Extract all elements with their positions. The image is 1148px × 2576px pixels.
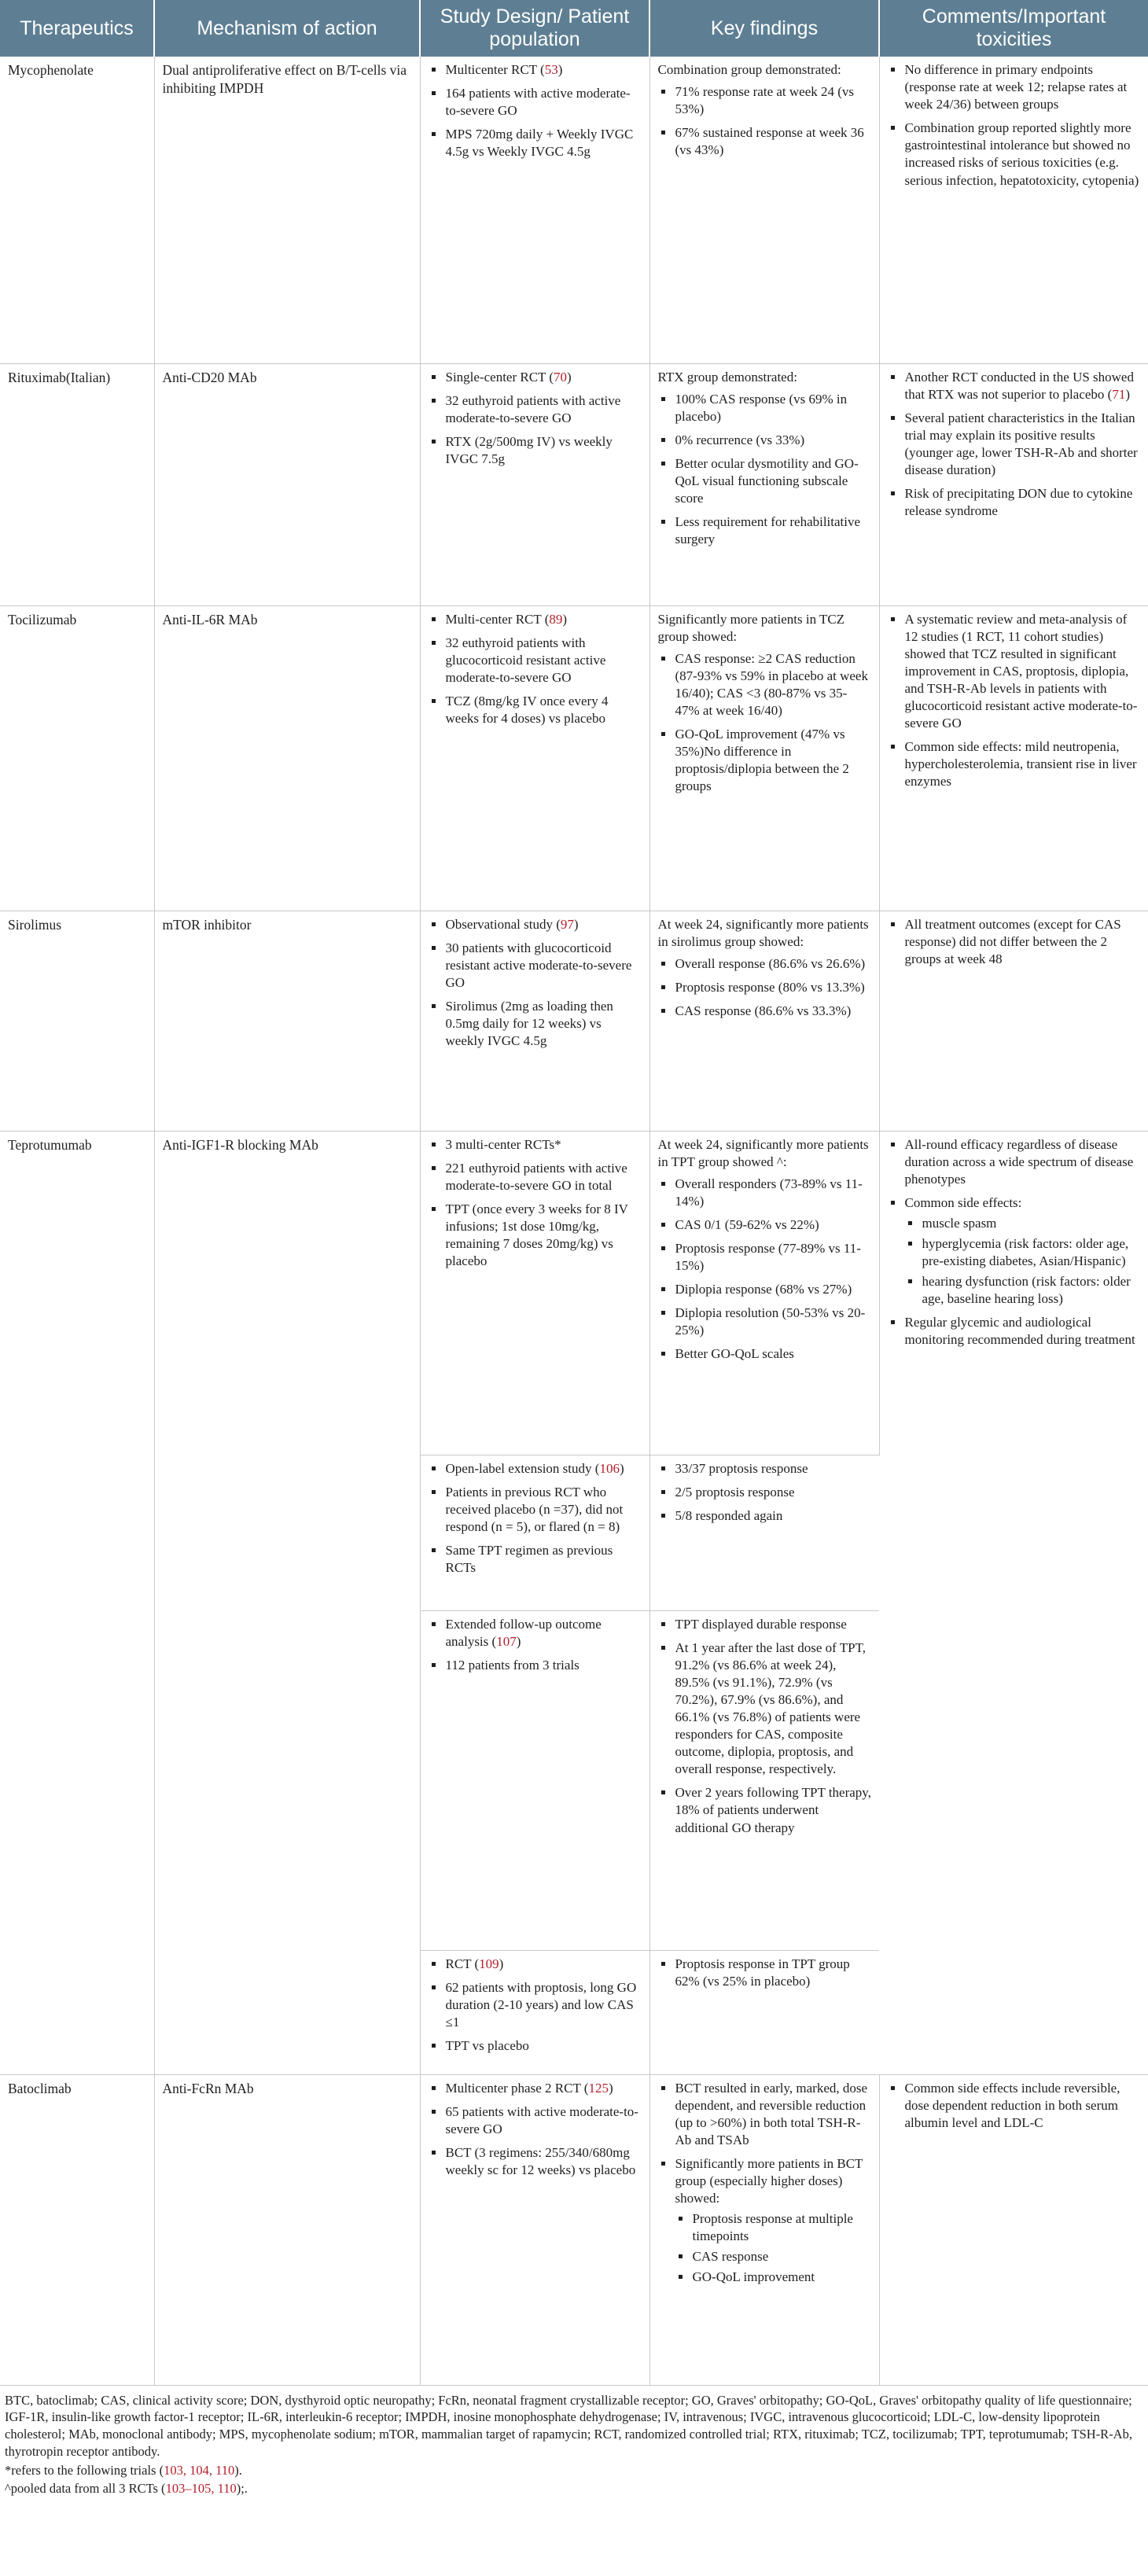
mechanism-text: Anti-IGF1-R blocking MAb [162,1136,318,1153]
comment-side-effects: Common side effects: [904,1194,1022,1210]
findings-intro: Combination group demonstrated: [657,62,841,77]
findings-list [658,83,871,159]
design-list [429,916,642,1051]
design-cell [420,1610,649,1950]
list-item: Better GO-QoL scales [675,1345,871,1363]
list-item: Multicenter RCT (53) [446,61,642,79]
design-cell [420,57,649,363]
mechanism-cell [154,2074,420,2385]
design-list [429,369,642,468]
header-comments: Comments/Important toxicities [879,0,1148,57]
list-item: 65 patients with active moderate-to-severe GO [446,2103,642,2138]
list-item: 0% recurrence (vs 33%) [675,432,871,449]
list-item: Another RCT conducted in the US showed that RTX was not superior to placebo (71) [905,369,1141,403]
design-list [429,1956,642,2055]
list-item: Overall response (86.6% vs 26.6%) [675,955,871,973]
findings-list [658,650,871,796]
list-item: Risk of precipitating DON due to cytokine release syndrome [905,485,1141,520]
comments-list [888,611,1141,791]
list-item: 100% CAS response (vs 69% in placebo) [675,391,871,425]
header-mechanism: Mechanism of action [154,0,420,57]
list-item: TPT vs placebo [446,2037,642,2055]
list-item: GO-QoL improvement [693,2269,871,2286]
list-item: 32 euthyroid patients with glucocorticoid resistant active moderate-to-severe GO [446,635,642,686]
list-item: A systematic review and meta-analysis of 12 studies (1 RCT, 11 cohort studies) showed that TCZ resulted in significant improvement in CAS, proptosis, diplopia, and TSH-R-Ab levels in patients with glucocorticoid resistant active moderate-to-severe GO [905,611,1141,733]
design-cell [420,911,649,1131]
therapeutic-name: Tocilizumab [0,605,154,911]
findings-list [658,955,871,1020]
comments-list [888,1136,1141,1349]
mechanism-cell [154,363,420,605]
design-list [429,1616,642,1674]
comments-cell [879,2074,1148,2385]
list-item: Open-label extension study (106) [446,1460,642,1478]
findings-intro: RTX group demonstrated: [657,369,797,385]
list-item: Same TPT regimen as previous RCTs [446,1542,642,1577]
table-row [0,57,1148,363]
list-item: At 1 year after the last dose of TPT, 91.2% (vs 86.6% at week 24), 89.5% (vs 91.1%), 72.9% (vs 70.2%), 67.9% (vs 86.6%), and 66.1% (vs 76.8%) of patients were responders for CAS, composite outcome, diplopia, proptosis, and overall response, respectively. [675,1639,872,1779]
comments-list [888,916,1141,968]
list-item: TCZ (8mg/kg IV once every 4 weeks for 4 doses) vs placebo [446,693,642,727]
comments-cell [879,605,1148,911]
comments-cell [879,363,1148,605]
mechanism-cell [154,57,420,363]
list-item: muscle spasm [922,1215,1141,1232]
list-item: Overall responders (73-89% vs 11-14%) [675,1176,871,1210]
therapeutic-name: Batoclimab [0,2074,154,2385]
list-item: 62 patients with proptosis, long GO duration (2-10 years) and low CAS ≤1 [446,1979,642,2031]
design-list [429,2080,642,2179]
list-item: hyperglycemia (risk factors: older age, pre-existing diabetes, Asian/Hispanic) [922,1235,1141,1270]
findings-intro: Significantly more patients in TCZ group showed: [657,611,845,644]
design-list [429,1136,642,1271]
design-cell [420,2074,649,2385]
comments-cell [879,57,1148,363]
mechanism-text: Anti-CD20 MAb [162,369,257,385]
table-header [0,0,1148,57]
design-list [429,1460,642,1577]
table-row [0,363,1148,605]
table-row [0,605,1148,911]
findings-intro: At week 24, significantly more patients in sirolimus group showed: [657,916,869,949]
list-item: 33/37 proptosis response [675,1460,872,1478]
list-item: Diplopia response (68% vs 27%) [675,1281,871,1298]
list-item: MPS 720mg daily + Weekly IVGC 4.5g vs Weekly IVGC 4.5g [446,126,642,160]
mechanism-text: Anti-FcRn MAb [162,2080,254,2096]
list-item: Multi-center RCT (89) [446,611,642,628]
list-item: Better ocular dysmotility and GO-QoL visual functioning subscale score [675,455,871,507]
list-item: TPT (once every 3 weeks for 8 IV infusions; 1st dose 10mg/kg, remaining 7 doses 20mg/kg) vs placebo [446,1201,642,1270]
findings-list [658,1956,872,1990]
list-item: 71% response rate at week 24 (vs 53%) [675,83,871,118]
list-item: Common side effects include reversible, dose dependent reduction in both serum albumin level and LDL-C [905,2080,1141,2132]
design-cell [420,1131,649,1455]
list-item [905,1194,1141,1308]
list-item: 5/8 responded again [675,1507,872,1525]
list-item: Single-center RCT (70) [446,369,642,386]
list-item: 164 patients with active moderate-to-severe GO [446,85,642,120]
findings-list [658,391,871,549]
list-item: Combination group reported slightly more gastrointestinal intolerance but showed no increased risks of serious toxicities (e.g. serious infection, hepatotoxicity, cytopenia) [905,120,1141,189]
list-item: Common side effects: mild neutropenia, hypercholesterolemia, transient rise in liver enzymes [905,738,1141,790]
mechanism-cell [154,1131,420,2074]
findings-list [658,1176,871,1363]
side-effects-list [905,1215,1141,1308]
list-item: 67% sustained response at week 36 (vs 43%) [675,124,871,159]
findings-cell [649,363,879,605]
list-item: 30 patients with glucocorticoid resistant active moderate-to-severe GO [446,940,642,992]
header-study-design: Study Design/ Patient population [420,0,649,57]
list-item: All treatment outcomes (except for CAS response) did not differ between the 2 groups at week 48 [905,916,1141,968]
list-item [675,2155,871,2287]
findings-cell [649,1131,879,1455]
therapeutic-name: Sirolimus [0,911,154,1131]
list-item: Over 2 years following TPT therapy, 18% of patients underwent additional GO therapy [675,1784,872,1836]
table-footnotes [0,2386,1148,2498]
mechanism-cell [154,911,420,1131]
list-item: BCT (3 regimens: 255/340/680mg weekly sc for 12 weeks) vs placebo [446,2144,642,2179]
therapeutic-name: Mycophenolate [0,57,154,363]
footnote-caret: ^pooled data from all 3 RCTs (103–105, 110);. [5,2481,248,2497]
list-item: Proptosis response in TPT group 62% (vs 25% in placebo) [675,1956,872,1990]
list-item: Extended follow-up outcome analysis (107) [446,1616,642,1650]
findings-cell [649,1610,879,1950]
list-item: RCT (109) [446,1956,642,1973]
header-key-findings: Key findings [649,0,879,57]
list-item: hearing dysfunction (risk factors: older age, baseline hearing loss) [922,1273,1141,1308]
mechanism-text: mTOR inhibitor [162,916,252,933]
list-item: 2/5 proptosis response [675,1484,872,1501]
therapeutic-name: Teprotumumab [0,1131,154,2074]
list-item: CAS response (86.6% vs 33.3%) [675,1003,871,1020]
comments-cell [879,1131,1148,2074]
list-item: 112 patients from 3 trials [446,1657,642,1674]
findings-list [658,1460,872,1525]
table-row [0,911,1148,1131]
findings-cell [649,1455,879,1610]
list-item: Proptosis response at multiple timepoints [693,2210,871,2245]
findings-sublist [675,2210,871,2286]
findings-cell [649,2074,879,2385]
footnote-abbreviations: BTC, batoclimab; CAS, clinical activity score; DON, dysthyroid optic neuropathy; FcRn, neonatal fragment crystallizable receptor; GO, Graves' orbitopathy; GO-QoL, Graves' orbitopathy quality of life questionnaire; IGF-1R, insulin-like growth factor-1 receptor; IL-6R, interleukin-6 receptor; IMPDH, inosine monophosphate dehydrogenase; IV, intravenous; IVGC, intravenous glucocorticoid; LDL-C, low-density lipoprotein cholesterol; MAb, monoclonal antibody; MPS, mycophenolate sodium; mTOR, mammalian target of rapamycin; RCT, randomized controlled trial; RTX, rituximab; TCZ, tocilizumab; TPT, teprotumumab; TSH-R-Ab, thyrotropin receptor antibody. [5,2392,1132,2459]
mechanism-text: Dual antiproliferative effect on B/T-cells via inhibiting IMPDH [162,62,407,96]
list-item: CAS response: ≥2 CAS reduction (87-93% vs 59% in placebo at week 16/40); CAS <3 (80-87% vs 35-47% at week 16/40) [675,650,871,719]
list-item: CAS response [693,2248,871,2265]
findings-list [658,2080,871,2287]
footnote-star: *refers to the following trials (103, 104, 110). [5,2462,242,2478]
findings-cell [649,57,879,363]
comments-list [888,61,1141,190]
findings-list [658,1616,872,1837]
design-cell [420,1950,649,2074]
comments-list [888,369,1141,521]
findings-subheading: Significantly more patients in BCT group (especially higher doses) showed: [675,2155,863,2206]
design-cell [420,605,649,911]
comments-cell [879,911,1148,1131]
list-item: Less requirement for rehabilitative surgery [675,513,871,548]
table-row-teprotumumab [0,1131,1148,1455]
table-row-batoclimab [0,2074,1148,2385]
list-item: BCT resulted in early, marked, dose dependent, and reversible reduction (up to >60%) in both total TSH-R-Ab and TSAb [675,2080,871,2149]
list-item: Patients in previous RCT who received placebo (n =37), did not respond (n = 5), or flared (n = 8) [446,1484,642,1536]
therapeutic-name: Rituximab(Italian) [0,363,154,605]
list-item: Observational study (97) [446,916,642,933]
list-item: 221 euthyroid patients with active moderate-to-severe GO in total [446,1160,642,1194]
mechanism-text: Anti-IL-6R MAb [162,611,258,627]
header-therapeutics: Therapeutics [0,0,154,57]
design-cell [420,363,649,605]
list-item: Sirolimus (2mg as loading then 0.5mg daily for 12 weeks) vs weekly IVGC 4.5g [446,998,642,1050]
table-body [0,57,1148,2385]
mechanism-cell [154,605,420,911]
list-item: CAS 0/1 (59-62% vs 22%) [675,1216,871,1234]
comments-list [888,2080,1141,2132]
findings-cell [649,911,879,1131]
findings-intro: At week 24, significantly more patients in TPT group showed ^: [657,1136,869,1169]
design-list [429,61,642,160]
list-item: RTX (2g/500mg IV) vs weekly IVGC 7.5g [446,433,642,468]
list-item: Proptosis response (80% vs 13.3%) [675,979,871,996]
list-item: Regular glycemic and audiological monitoring recommended during treatment [905,1314,1141,1349]
findings-cell [649,1950,879,2074]
list-item: TPT displayed durable response [675,1616,872,1633]
design-cell [420,1455,649,1610]
list-item: Several patient characteristics in the Italian trial may explain its positive results (younger age, lower TSH-R-Ab and shorter disease duration) [905,410,1141,479]
list-item: 32 euthyroid patients with active moderate-to-severe GO [446,392,642,427]
findings-cell [649,605,879,911]
design-list [429,611,642,728]
list-item: Proptosis response (77-89% vs 11-15%) [675,1240,871,1275]
list-item: All-round efficacy regardless of disease duration across a wide spectrum of disease phenotypes [905,1136,1141,1188]
list-item: 3 multi-center RCTs* [446,1136,642,1154]
list-item: No difference in primary endpoints (response rate at week 12; relapse rates at week 24/36) between groups [905,61,1141,113]
list-item: GO-QoL improvement (47% vs 35%)No difference in proptosis/diplopia between the 2 groups [675,726,871,795]
list-item: Diplopia resolution (50-53% vs 20-25%) [675,1305,871,1339]
list-item: Multicenter phase 2 RCT (125) [446,2080,642,2097]
